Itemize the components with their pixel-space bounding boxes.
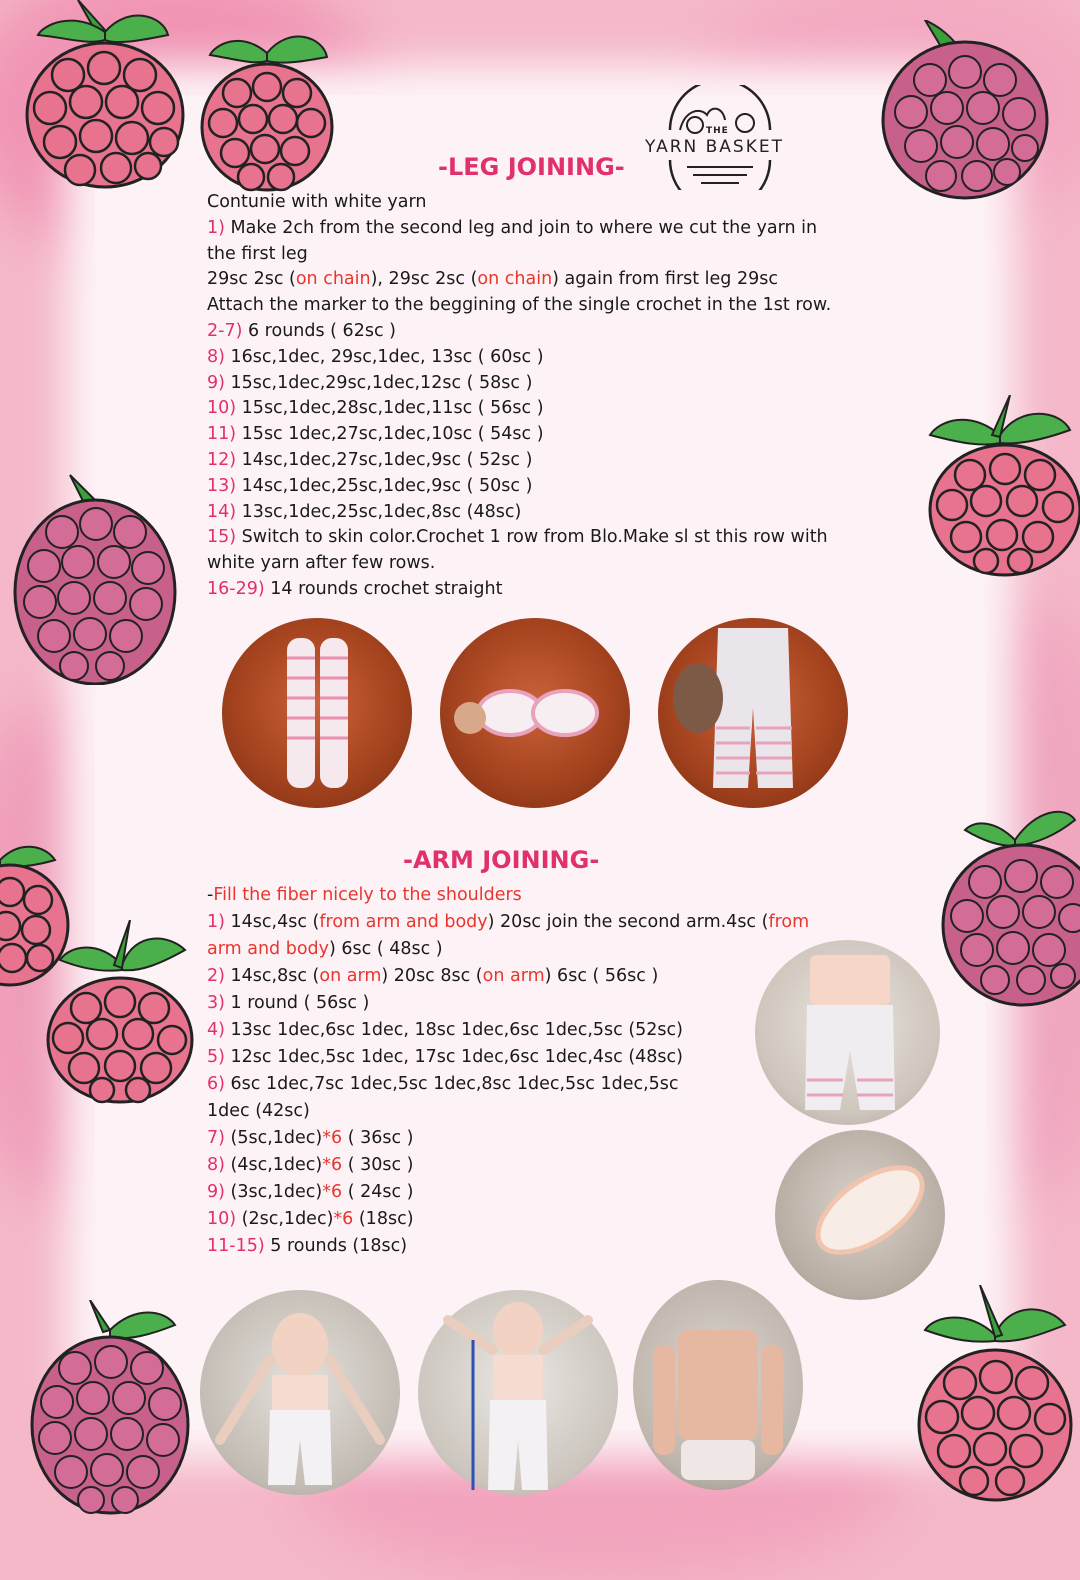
leg-photo-3 (658, 618, 848, 808)
arm-photo-4 (418, 1290, 618, 1495)
row-text: 15sc,1dec,29sc,1dec,12sc ( 58sc ) (224, 372, 533, 393)
raspberry-icon (935, 800, 1080, 1010)
leg-row-1-detail (207, 267, 907, 293)
crochet-torso-illustration (633, 1280, 803, 1490)
arm-row-10 (207, 1206, 767, 1233)
highlight-text: on arm (319, 966, 382, 986)
arm-row-5 (207, 1044, 767, 1071)
row-text: 1 round ( 56sc ) (224, 993, 370, 1013)
raspberry-icon (40, 920, 205, 1105)
row-text: 14sc,1dec,25sc,1dec,9sc ( 50sc ) (236, 475, 533, 496)
row-text: 15sc 1dec,27sc,1dec,10sc ( 54sc ) (236, 424, 544, 445)
arm-row-2 (207, 963, 767, 990)
row-text: 14sc,1dec,27sc,1dec,9sc ( 52sc ) (236, 449, 533, 470)
arm-instructions (207, 882, 810, 1260)
row-text: ( 24sc ) (342, 1182, 414, 1202)
crochet-doll-joined-illustration (418, 1290, 618, 1495)
row-number: 11) (207, 424, 237, 445)
leg-row (207, 448, 907, 474)
raspberry-icon (18, 0, 193, 190)
arm-fill-note (207, 882, 767, 909)
row-text: 12sc 1dec,5sc 1dec, 17sc 1dec,6sc 1dec,4sc (48sc) (224, 1047, 683, 1067)
arm-photo-5 (633, 1280, 803, 1490)
row-text: 6 rounds ( 62sc ) (242, 320, 396, 341)
logo-small-text: THE (706, 126, 729, 136)
row-number: 9) (207, 372, 225, 393)
crochet-legs-illustration (222, 618, 412, 808)
row-number: 8) (207, 1155, 225, 1175)
crochet-body-illustration (755, 940, 940, 1125)
leg-row-16-29 (207, 577, 907, 603)
row-text: ) again from first leg 29sc (552, 269, 778, 290)
highlight-text: from (768, 912, 810, 932)
arm-joining-title: -ARM JOINING- (403, 846, 600, 874)
leg-row-15 (207, 525, 907, 551)
row-text: 14sc,8sc ( (224, 966, 320, 986)
arm-row-4 (207, 1017, 767, 1044)
row-number: 3) (207, 993, 225, 1013)
row-number: 12) (207, 449, 237, 470)
highlight-text: *6 (322, 1155, 343, 1175)
raspberry-icon (10, 470, 180, 685)
row-text: ( 30sc ) (342, 1155, 414, 1175)
row-number: 2) (207, 966, 225, 986)
row-text: (2sc,1dec) (236, 1209, 334, 1229)
row-number: 5) (207, 1047, 225, 1067)
crochet-legs-held-illustration (658, 618, 848, 808)
row-number: 9) (207, 1182, 225, 1202)
row-text: 13sc,1dec,25sc,1dec,8sc (48sc) (236, 501, 522, 522)
leg-row (207, 422, 907, 448)
row-text: 13sc 1dec,6sc 1dec, 18sc 1dec,6sc 1dec,5sc (52sc) (224, 1020, 683, 1040)
highlight-text: on arm (482, 966, 545, 986)
row-text: ) 20sc 8sc ( (381, 966, 483, 986)
logo-main-text: YARN BASKET (645, 137, 784, 157)
row-text: ), 29sc 2sc ( (370, 269, 478, 290)
row-text: 14 rounds crochet straight (264, 578, 503, 599)
row-text: ) 6sc ( 48sc ) (329, 939, 443, 959)
row-text: (3sc,1dec) (224, 1182, 323, 1202)
leg-row (207, 371, 907, 397)
leg-row-1-cont: the first leg (207, 243, 308, 264)
highlight-text: on chain (295, 269, 371, 290)
row-text: 6sc 1dec,7sc 1dec,5sc 1dec,8sc 1dec,5sc 1dec,5sc (224, 1074, 679, 1094)
highlight-text: *6 (322, 1128, 343, 1148)
arm-row-8 (207, 1152, 767, 1179)
highlight-text: from arm and body (319, 912, 488, 932)
row-number: 13) (207, 475, 237, 496)
leg-row (207, 319, 907, 345)
row-text: 16sc,1dec, 29sc,1dec, 13sc ( 60sc ) (224, 346, 544, 367)
row-text: ) 6sc ( 56sc ) (544, 966, 659, 986)
leg-photo-2 (440, 618, 630, 808)
row-number: 1) (207, 217, 225, 238)
row-text: Switch to skin color.Crochet 1 row from Blo.Make sl st this row with (236, 527, 828, 548)
crochet-shoulder-illustration (775, 1130, 945, 1300)
row-text: ( 36sc ) (342, 1128, 414, 1148)
arm-row-1-cont (207, 936, 767, 963)
raspberry-icon (910, 1285, 1080, 1510)
row-number: 8) (207, 346, 225, 367)
leg-intro: Contunie with white yarn (207, 192, 427, 212)
row-text: 14sc,4sc ( (224, 912, 320, 932)
row-text: Make 2ch from the second leg and join to where we cut the yarn in (224, 217, 818, 238)
leg-marker-note: Attach the marker to the beggining of the single crochet in the 1st row. (207, 295, 832, 316)
leg-row (207, 345, 907, 371)
arm-row-7 (207, 1125, 767, 1152)
leg-photo-1 (222, 618, 412, 808)
crochet-leg-joined-illustration (440, 618, 630, 808)
row-text: 29sc 2sc ( (207, 269, 296, 290)
row-text: (4sc,1dec) (224, 1155, 323, 1175)
crochet-doll-arms-illustration (200, 1290, 400, 1495)
raspberry-icon (920, 395, 1080, 580)
arm-row-11-15 (207, 1233, 767, 1260)
highlight-text: *6 (322, 1182, 343, 1202)
arm-row-9 (207, 1179, 767, 1206)
row-number: 10) (207, 398, 237, 419)
raspberry-icon (195, 25, 340, 195)
raspberry-icon (25, 1300, 195, 1518)
leg-row (207, 500, 907, 526)
arm-row-1 (207, 909, 810, 936)
row-number: 14) (207, 501, 237, 522)
leg-row-15-cont: white yarn after few rows. (207, 553, 436, 574)
highlight-text: on chain (477, 269, 553, 290)
row-number: 2-7) (207, 320, 243, 341)
row-number: 1) (207, 912, 225, 932)
leg-row (207, 396, 907, 422)
arm-row-6 (207, 1071, 767, 1098)
row-text: (18sc) (353, 1209, 414, 1229)
raspberry-icon (875, 20, 1055, 210)
leg-instructions (207, 190, 907, 603)
row-number: 10) (207, 1209, 237, 1229)
leg-joining-title: -LEG JOINING- (438, 153, 625, 181)
leg-row (207, 474, 907, 500)
leg-row-1 (207, 216, 907, 242)
row-number: 7) (207, 1128, 225, 1148)
arm-photo-2 (775, 1130, 945, 1300)
row-number: 6) (207, 1074, 225, 1094)
highlight-text: arm and body (207, 939, 329, 959)
row-number: 16-29) (207, 578, 265, 599)
highlight-text: *6 (333, 1209, 354, 1229)
arm-row-6-cont: 1dec (42sc) (207, 1101, 310, 1121)
highlight-text: Fill the fiber nicely to the shoulders (213, 885, 522, 905)
arm-photo-3 (200, 1290, 400, 1495)
row-text: (5sc,1dec) (224, 1128, 323, 1148)
dash-text: - (207, 885, 214, 905)
row-text: 15sc,1dec,28sc,1dec,11sc ( 56sc ) (236, 398, 544, 419)
row-number: 4) (207, 1020, 225, 1040)
row-text: 5 rounds (18sc) (264, 1236, 408, 1256)
row-number: 15) (207, 527, 237, 548)
row-text: ) 20sc join the second arm.4sc ( (487, 912, 769, 932)
arm-photo-1 (755, 940, 940, 1125)
arm-row-3 (207, 990, 767, 1017)
row-number: 11-15) (207, 1236, 265, 1256)
